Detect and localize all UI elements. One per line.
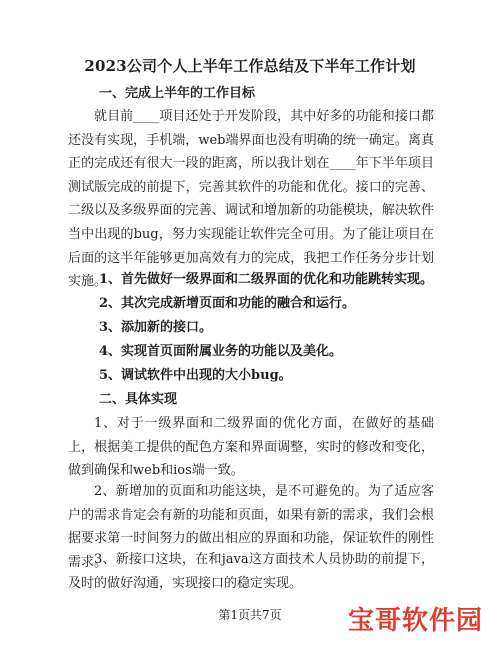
document-title: 2023公司个人上半年工作总结及下半年工作计划: [84, 57, 416, 75]
section-2-paragraph: 3、新接口这块，在和java这方面技术人员协助的前提下，及时的做好沟通，实现接口的稳定实现。: [68, 552, 434, 591]
list-item: 3、添加新的接口。: [99, 320, 213, 335]
section-2-paragraph: 1、对于一级界面和二级界面的优化方面，在做好的基础上，根据美工提供的配色方案和界面调整，实时的修改和变化，做到确保和web和ios端一致。: [68, 416, 434, 479]
list-item: 1、首先做好一级界面和二级界面的优化和功能跳转实现。: [99, 272, 434, 287]
list-item: 5、调试软件中出现的大小bug。: [99, 368, 292, 383]
section-heading-2: 二、具体实现: [99, 392, 178, 407]
page-number: 第1页共7页: [218, 608, 282, 622]
section-heading-1: 一、完成上半年的工作目标: [99, 86, 256, 101]
section-1-paragraph: 就目前____项目还处于开发阶段，其中好多的功能和接口都还没有实现，手机端，web端界面也没有明确的统一确定。离真正的完成还有很大一段的距离，所以我计划在____年下半年项目测试版完成的前提下，完善其软件的功能和优化。接口的完善、二级以及多级界面的完善、调试和增加新的功能模块，解决软件当中出现的bug，努力实现能让软件完全可用。为了能让项目在后面的这半年能够更加高效有力的完成，我把工作任务分步计划实施。: [68, 109, 434, 290]
section-2-paragraph: 2、新增加的页面和功能这块，是不可避免的。为了适应客户的需求肯定会有新的功能和页面，如果有新的需求，我们会根据要求第一时间努力的做出相应的界面和功能，保证软件的刚性需求。: [68, 484, 434, 570]
list-item: 2、其次完成新增页面和功能的融合和运行。: [99, 296, 356, 311]
list-item: 4、实现首页面附属业务的功能以及美化。: [99, 344, 343, 359]
watermark-logo: [338, 594, 498, 642]
watermark-text: 宝哥软件园: [348, 606, 484, 636]
